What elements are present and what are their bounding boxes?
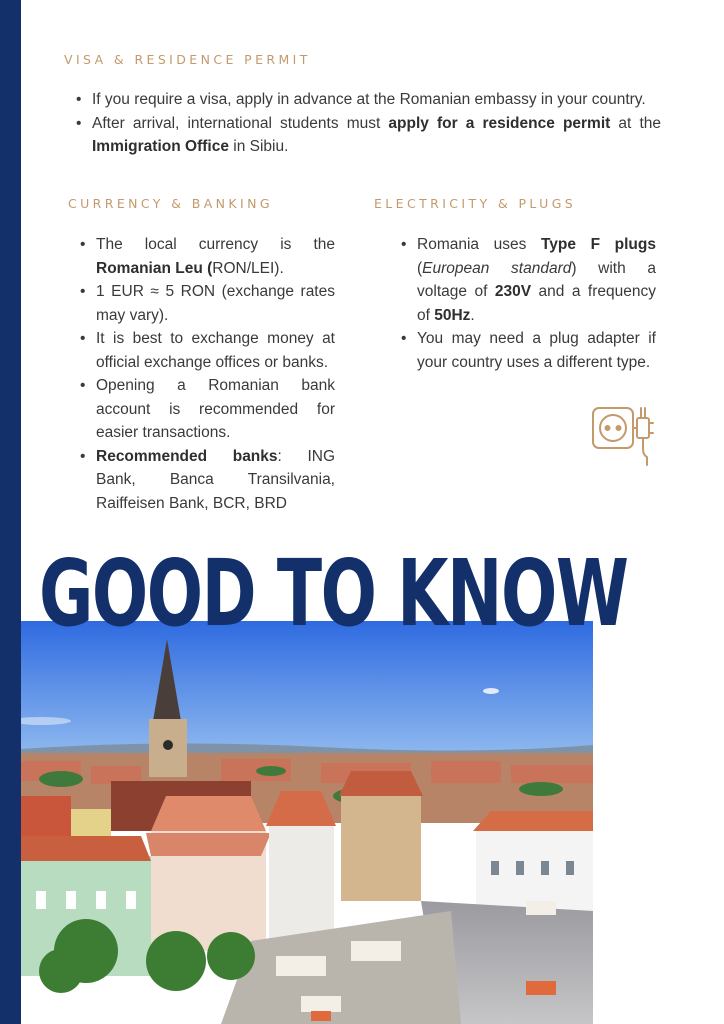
electricity-item-bold: 230V bbox=[494, 283, 532, 300]
page-title: GOOD TO KNOW bbox=[39, 540, 628, 647]
currency-item-bold: Romanian Leu ( bbox=[96, 259, 213, 277]
currency-item-text: It is best to exchange money at official exchange offices or banks. bbox=[96, 330, 335, 371]
electricity-item-text: ) with a voltage of bbox=[417, 259, 656, 300]
list-item bbox=[77, 280, 335, 327]
currency-item-text: Opening a Romanian bank account is recommended for easier transactions. bbox=[96, 377, 335, 441]
electricity-item-text: and a frequency of bbox=[417, 283, 656, 324]
sibiu-city-photo bbox=[21, 621, 593, 1024]
electricity-item-text: Romania uses bbox=[417, 236, 541, 253]
currency-item-text: : ING Bank, Banca Transilvania, Raiffeisen Bank, BCR, BRD bbox=[96, 447, 336, 512]
visa-item-text: If you require a visa, apply in advance at the Romanian embassy in your country. bbox=[92, 91, 646, 108]
list-item bbox=[77, 327, 335, 374]
visa-item-bold: Immigration Office bbox=[92, 138, 229, 155]
visa-heading: VISA & RESIDENCE PERMIT bbox=[64, 52, 311, 67]
list-item bbox=[77, 374, 335, 445]
list-item bbox=[73, 88, 661, 112]
electricity-item-text: . bbox=[470, 306, 475, 324]
list-item bbox=[398, 233, 656, 327]
currency-item-text: RON/LEI). bbox=[212, 259, 284, 277]
side-accent-bar bbox=[0, 0, 21, 1024]
electricity-heading: ELECTRICITY & PLUGS bbox=[374, 196, 577, 211]
electricity-item-bold: 50Hz bbox=[434, 306, 471, 324]
list-item bbox=[77, 445, 335, 516]
electricity-item-italic: European standard bbox=[422, 259, 572, 277]
visa-list bbox=[73, 88, 661, 159]
currency-list bbox=[77, 233, 335, 515]
list-item bbox=[73, 112, 661, 159]
currency-item-text: The local currency is the bbox=[96, 236, 335, 253]
electricity-item-text: ( bbox=[417, 259, 423, 277]
currency-item-bold: Recommended banks bbox=[96, 447, 278, 465]
currency-heading: CURRENCY & BANKING bbox=[68, 196, 273, 211]
visa-item-bold: apply for a residence permit bbox=[388, 114, 611, 132]
visa-item-text: at the bbox=[610, 114, 661, 132]
electricity-list bbox=[398, 233, 656, 374]
electricity-item-text: You may need a plug adapter if your country uses a different type. bbox=[417, 330, 656, 371]
list-item bbox=[398, 327, 656, 374]
visa-item-text: in Sibiu. bbox=[228, 138, 289, 155]
visa-item-text: After arrival, international students must bbox=[92, 114, 389, 132]
currency-item-text: 1 EUR ≈ 5 RON (exchange rates may vary). bbox=[96, 283, 335, 324]
list-item bbox=[77, 233, 335, 280]
socket-plug-icon bbox=[591, 405, 661, 467]
electricity-item-bold: Type F plugs bbox=[540, 236, 656, 253]
